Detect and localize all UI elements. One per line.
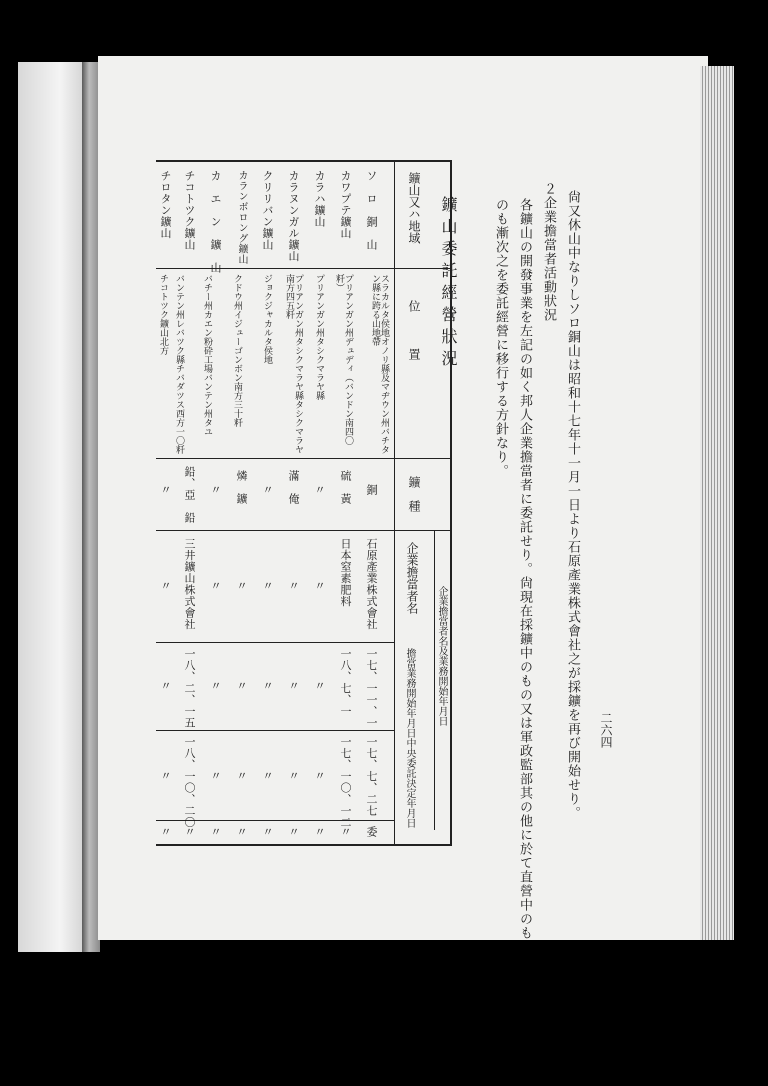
row-8-note: 〃: [183, 826, 196, 838]
row-5-decision: 〃: [261, 770, 274, 782]
row-4-decision: 〃: [287, 770, 300, 782]
row-1-mine: ソ ロ 銅 山: [365, 170, 378, 251]
row-4-mineral: 滿 俺: [287, 470, 300, 505]
row-3-company: 〃: [313, 580, 326, 592]
row-3-note: 〃: [313, 826, 326, 838]
row-7-mine: カ エ ン 鑛 山: [209, 170, 222, 274]
row-6-mine: カランボロング鑛山: [236, 170, 247, 265]
section-heading-2: ２企業擔當者活動狀況: [541, 182, 556, 322]
row-2-mineral: 硫 黃: [339, 470, 352, 505]
row-5-mine: クリリバン鑛山: [261, 170, 274, 251]
row-3-start: 〃: [313, 680, 326, 692]
row-5-company: 〃: [261, 580, 274, 592]
table-top-rule: [156, 160, 452, 162]
page-number: 二六四: [599, 712, 613, 748]
row-3-mine: カラハ鑛山: [313, 170, 326, 228]
row-2-location: プリアンガン州デュディ（バンドン南四〇粁）: [334, 274, 353, 445]
rule-start-decision: [156, 730, 394, 731]
rule-mine-location: [156, 268, 450, 269]
row-9-mine: チロタン鑛山: [159, 170, 172, 239]
row-5-mineral: 〃: [261, 484, 274, 496]
row-3-mineral: 〃: [313, 484, 326, 496]
row-2-company: 日本窒素肥料: [339, 538, 352, 607]
header-mine: 鑛山又ハ地域: [407, 172, 421, 244]
row-9-decision: 〃: [159, 770, 172, 782]
row-3-decision: 〃: [313, 770, 326, 782]
row-4-start: 〃: [287, 680, 300, 692]
rule-header-body: [394, 160, 395, 844]
paragraph-2: 各鑛山の開發事業を左記の如く邦人企業擔當者に委託せり。尙現在採鑛中のもの又は軍政監部其の他に於て直營中のも: [517, 198, 532, 940]
row-2-decision: 一七、一〇、一二: [339, 736, 352, 828]
rule-group-split: [434, 530, 435, 830]
row-7-location: バチー州カエン粉砕工場バンテン州タユ: [202, 274, 212, 436]
row-4-mine: カラヌンガル鑛山: [287, 170, 300, 262]
row-5-start: 〃: [261, 680, 274, 692]
row-2-mine: カワプテ鑛山: [339, 170, 352, 239]
row-4-note: 〃: [287, 826, 300, 838]
left-page-edge: [18, 62, 88, 952]
row-1-location: スラカルタ侯地オノリ縣及マヂウン州バチタン縣に跨る山地帶: [370, 274, 389, 454]
row-8-start: 一八、二、一五: [183, 648, 196, 729]
page-stack-edge: [700, 66, 734, 940]
row-8-mineral: 鉛、亞 鉛: [183, 466, 196, 524]
rule-company-start: [156, 642, 394, 643]
row-9-start: 〃: [159, 680, 172, 692]
row-1-decision: 一七、七、二七: [365, 736, 378, 817]
row-7-note: 〃: [209, 826, 222, 838]
row-6-location: クドウ州イジューゴンボン南方三十粁: [232, 274, 242, 427]
header-group: 企業擔當者名及業務開始年月日: [436, 586, 447, 726]
row-8-mine: チコトツク鑛山: [183, 170, 196, 251]
row-1-company: 石原產業株式會社: [365, 538, 378, 630]
row-7-decision: 〃: [209, 770, 222, 782]
table-heading: 鑛山委託經營狀況: [439, 196, 458, 372]
row-6-mineral: 燐 鑛: [235, 470, 248, 505]
row-7-company: 〃: [209, 580, 222, 592]
row-8-location: バンテン州レバツク縣チバダツス西方一〇粁: [174, 274, 184, 454]
row-8-company: 三井鑛山株式會社: [183, 538, 196, 630]
row-7-mineral: 〃: [209, 484, 222, 496]
row-7-start: 〃: [209, 680, 222, 692]
row-9-company: 〃: [159, 580, 172, 592]
paragraph-3: のも漸次之を委託經營に移行する方針なり。: [493, 198, 508, 478]
row-9-note: 〃: [159, 826, 172, 838]
rule-group-header: [394, 530, 434, 531]
rule-location-mineral: [156, 458, 450, 459]
row-9-mineral: 〃: [159, 484, 172, 496]
row-6-decision: 〃: [235, 770, 248, 782]
row-4-location: プリアンガン州タシクマラヤ縣タシクマラヤ南方四五粁: [284, 274, 303, 454]
row-6-start: 〃: [235, 680, 248, 692]
row-4-company: 〃: [287, 580, 300, 592]
row-2-note: 〃: [339, 826, 352, 838]
header-mineral: 鑛 種: [407, 476, 421, 512]
row-1-start: 一七、一一、一: [365, 648, 378, 729]
row-2-start: 一八、七、一: [339, 648, 352, 717]
row-6-company: 〃: [235, 580, 248, 592]
paragraph-1: 尙又休山中なりしソロ銅山は昭和十七年十一月一日より石原產業株式會社之が採鑛を再び開始せり。: [565, 190, 580, 820]
row-8-decision: 一八、一〇、二〇: [183, 736, 196, 828]
row-6-note: 〃: [235, 826, 248, 838]
row-1-note: 委: [365, 826, 378, 838]
row-5-location: ジョクジャカルタ侯地: [262, 274, 272, 364]
row-3-location: プリアンガン州タシクマラヤ縣: [314, 274, 324, 400]
row-5-note: 〃: [261, 826, 274, 838]
header-location: 位 置: [407, 300, 421, 360]
header-start: 擔當業務開始年月日: [404, 648, 415, 738]
header-decision: 中央委託決定年月日: [404, 738, 415, 828]
header-company: 企業擔當者名: [405, 542, 419, 614]
row-9-location: チコトツク鑛山北方: [158, 274, 168, 355]
row-1-mineral: 銅: [365, 484, 378, 496]
